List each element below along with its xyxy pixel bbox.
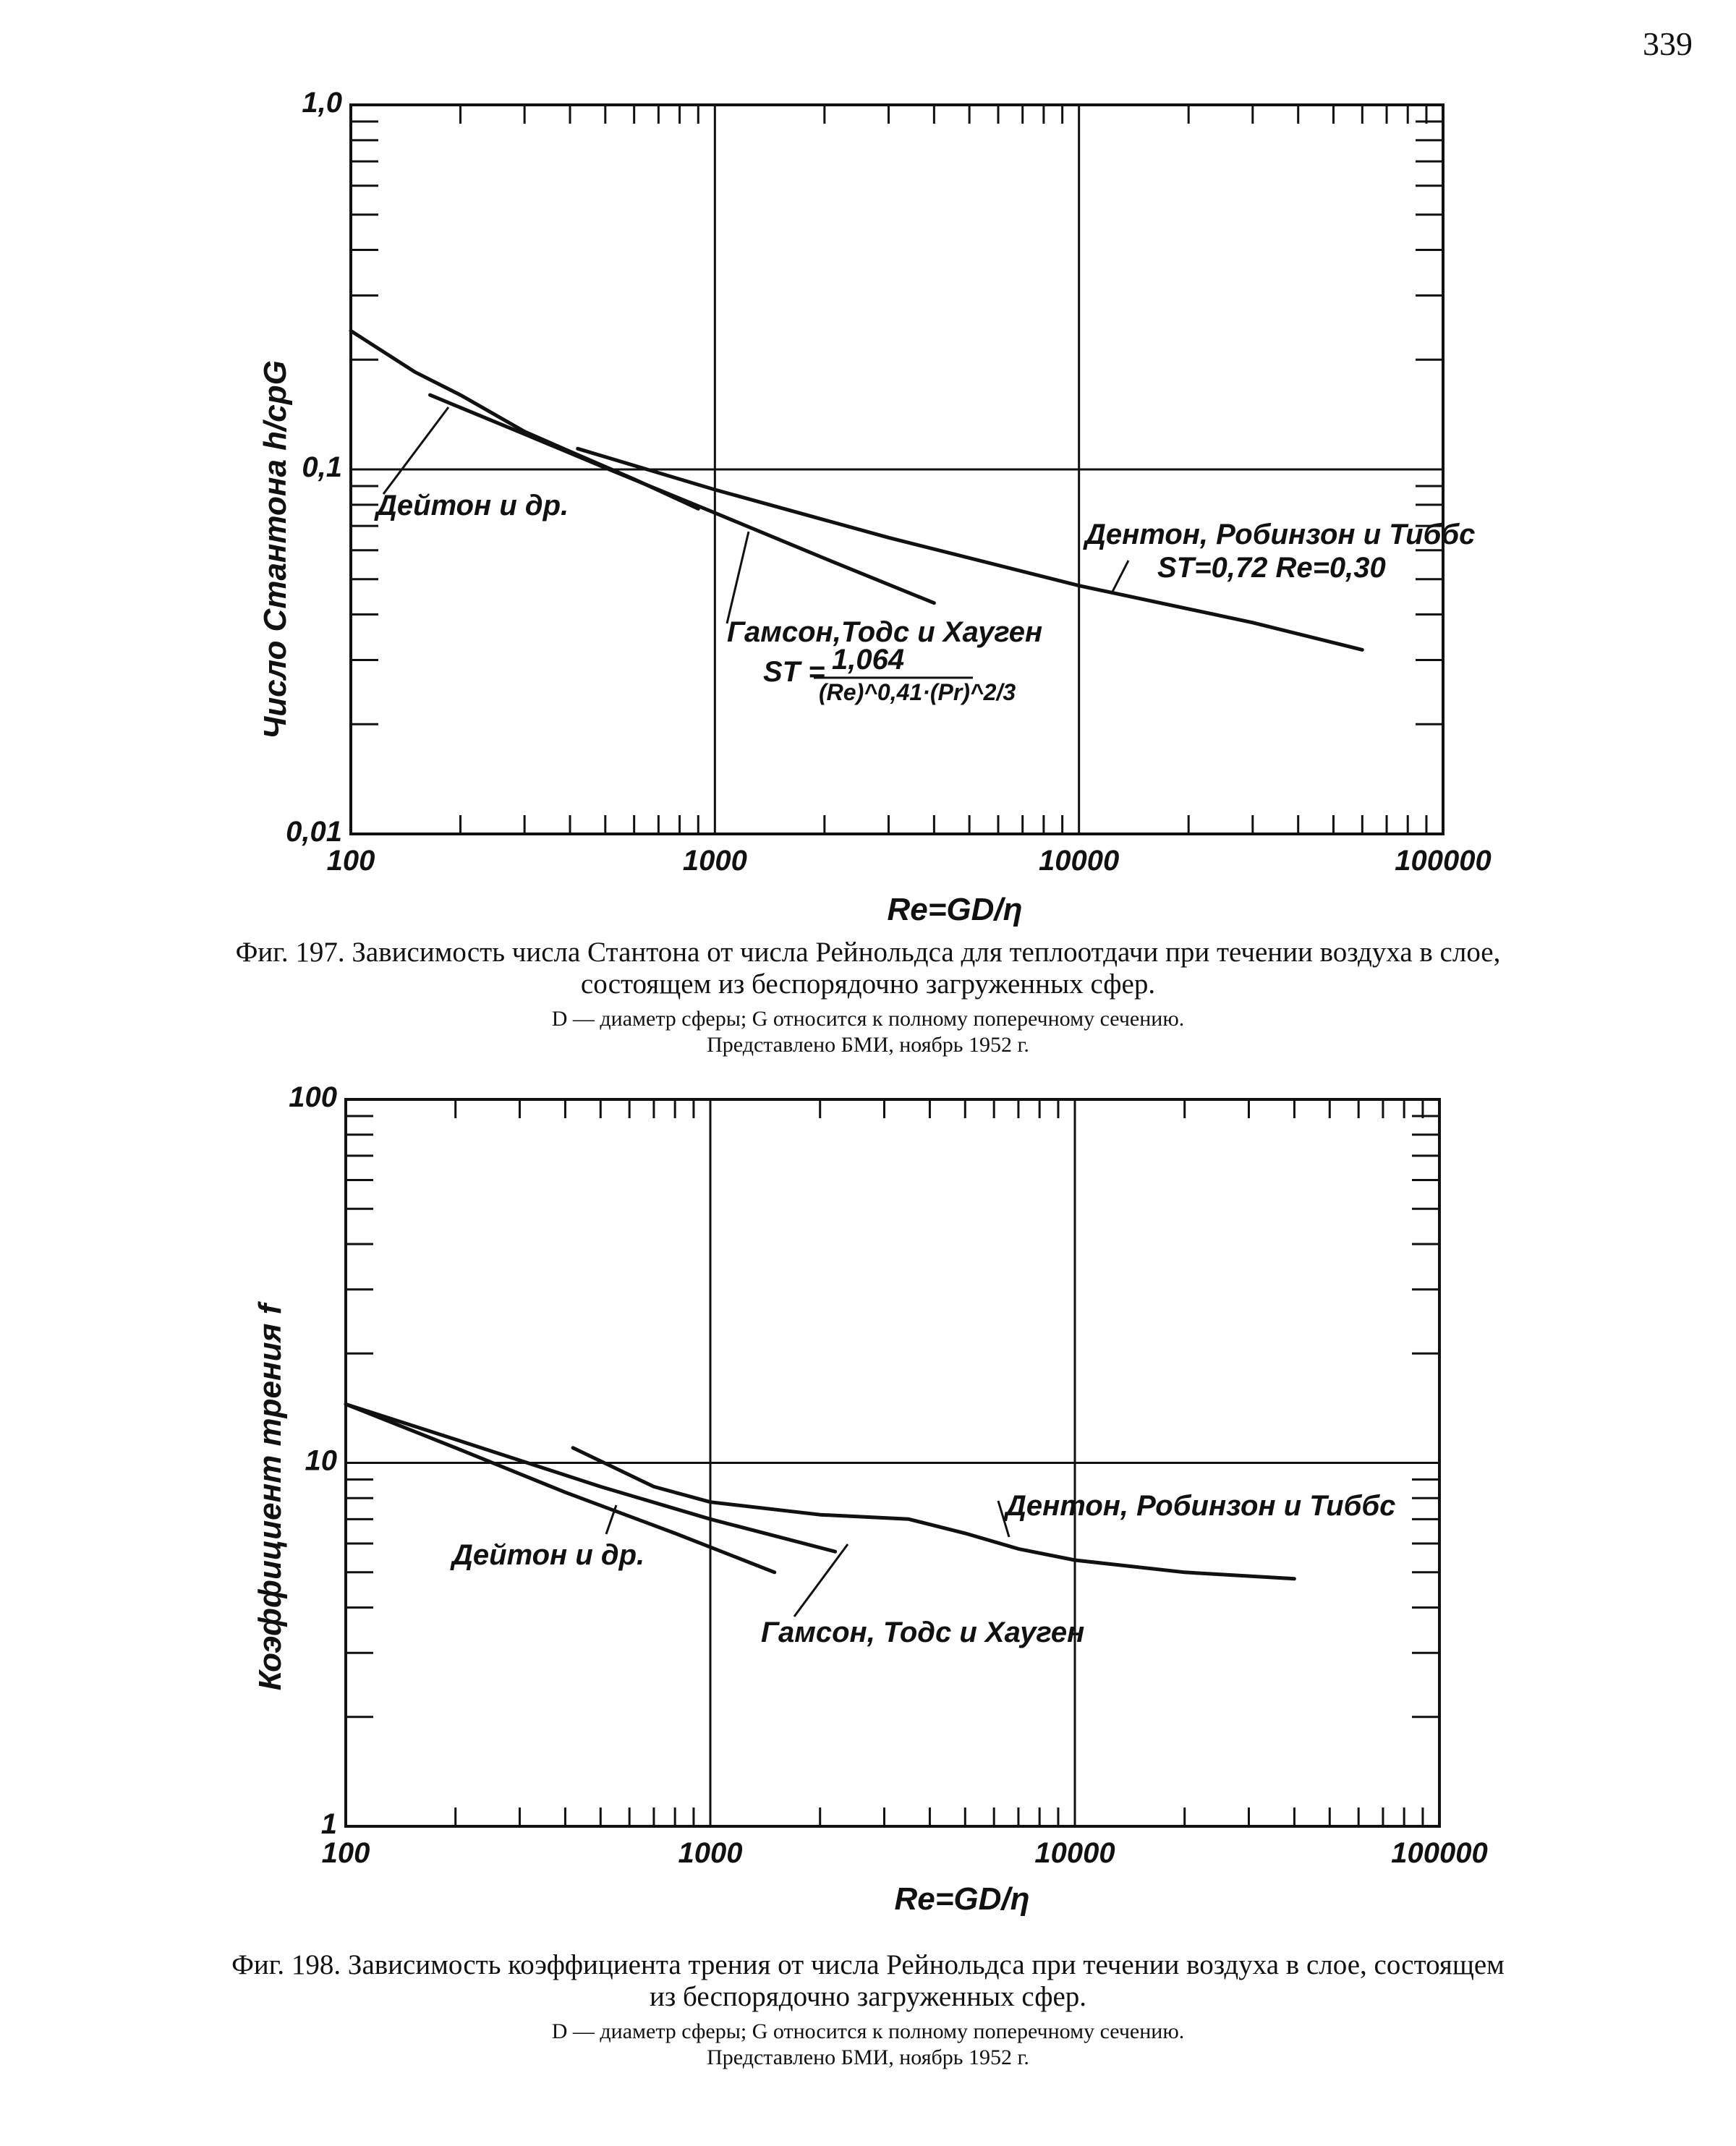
leader-line-3 (1112, 561, 1128, 592)
chart1-y-axis-label: Число Стантона h/cpG (258, 360, 293, 739)
chart2-x-axis-label: Re=GD/η (894, 1881, 1030, 1917)
chart2-label-gamson: Гамсон, Тодс и Хауген (761, 1617, 1085, 1648)
y-tick-label: 1 (320, 1808, 337, 1840)
chart2-label-denton: Дентон, Робинзон и Тиббс (1005, 1490, 1396, 1522)
x-tick-label: 100000 (1391, 1837, 1488, 1869)
chart1-gamson-formula-numerator: 1,064 (832, 644, 905, 676)
chart2-caption-note2: Представлено БМИ, ноябрь 1952 г. (707, 2045, 1029, 2069)
x-tick-label: 100000 (1395, 845, 1492, 877)
page-number: 339 (1643, 25, 1693, 62)
x-tick-label: 1000 (678, 1837, 743, 1869)
chart2-tick-labels (289, 1081, 1487, 1869)
chart1-denton-formula: ST=0,72 Re=0,30 (1157, 552, 1386, 584)
chart1-label-gamson: Гамсон,Тодс и Хауген (727, 616, 1043, 648)
chart2-caption-main: Фиг. 198. Зависимость коэффициента трения от числа Рейнольдса при течении воздуха в слое, состоящем из беспорядочно загруженных сфер. (231, 1949, 1505, 2012)
chart1-caption-main: Фиг. 197. Зависимость числа Стантона от числа Рейнольдса для теплоотдачи при течении воздуха в слое, состоящем из беспорядочно загруженных сфер. (235, 937, 1501, 1000)
chart2-gridlines (346, 1099, 1439, 1826)
friction-factor-chart (0, 1067, 1736, 1935)
chart1-caption (217, 937, 1519, 1058)
chart1-label-deyton: Дейтон и др. (376, 490, 569, 521)
chart2-caption (217, 1949, 1519, 2071)
y-tick-label: 10 (305, 1444, 337, 1477)
y-tick-label: 100 (289, 1081, 337, 1113)
series-line-2 (346, 1404, 835, 1551)
chart1-gamson-formula-denominator: (Re)^0,41·(Pr)^2/3 (819, 679, 1016, 705)
chart1-x-axis-label: Re=GD/η (887, 892, 1023, 927)
chart1-tick-labels (286, 87, 1492, 877)
stanton-number-chart (0, 0, 1736, 940)
chart1-caption-note1: D — диаметр сферы; G относится к полному поперечному сечению. (551, 1007, 1185, 1031)
x-tick-label: 1000 (682, 845, 747, 877)
y-tick-label: 0,1 (302, 451, 342, 483)
x-tick-label: 100 (326, 845, 375, 877)
chart2-y-axis-label: Коэффициент трения f (252, 1303, 288, 1691)
y-tick-label: 0,01 (286, 816, 342, 848)
y-tick-label: 1,0 (302, 87, 342, 119)
chart2-leader-lines (606, 1501, 1009, 1617)
series-line-1 (351, 331, 698, 508)
chart2-label-deyton: Дейтон и др. (452, 1539, 645, 1571)
chart1-caption-note2: Представлено БМИ, ноябрь 1952 г. (707, 1033, 1029, 1057)
chart1-gridlines (351, 105, 1443, 834)
leader-line-2 (727, 532, 749, 623)
leader-line-1 (383, 407, 448, 494)
chart1-gamson-formula-lhs: ST = (763, 656, 825, 688)
chart1-label-denton: Дентон, Робинзон и Тиббс (1085, 519, 1476, 550)
x-tick-label: 100 (321, 1837, 370, 1869)
chart2-caption-note1: D — диаметр сферы; G относится к полному поперечному сечению. (551, 2019, 1185, 2043)
x-tick-label: 10000 (1039, 845, 1120, 877)
leader-line-2 (794, 1544, 848, 1617)
x-tick-label: 10000 (1034, 1837, 1115, 1869)
